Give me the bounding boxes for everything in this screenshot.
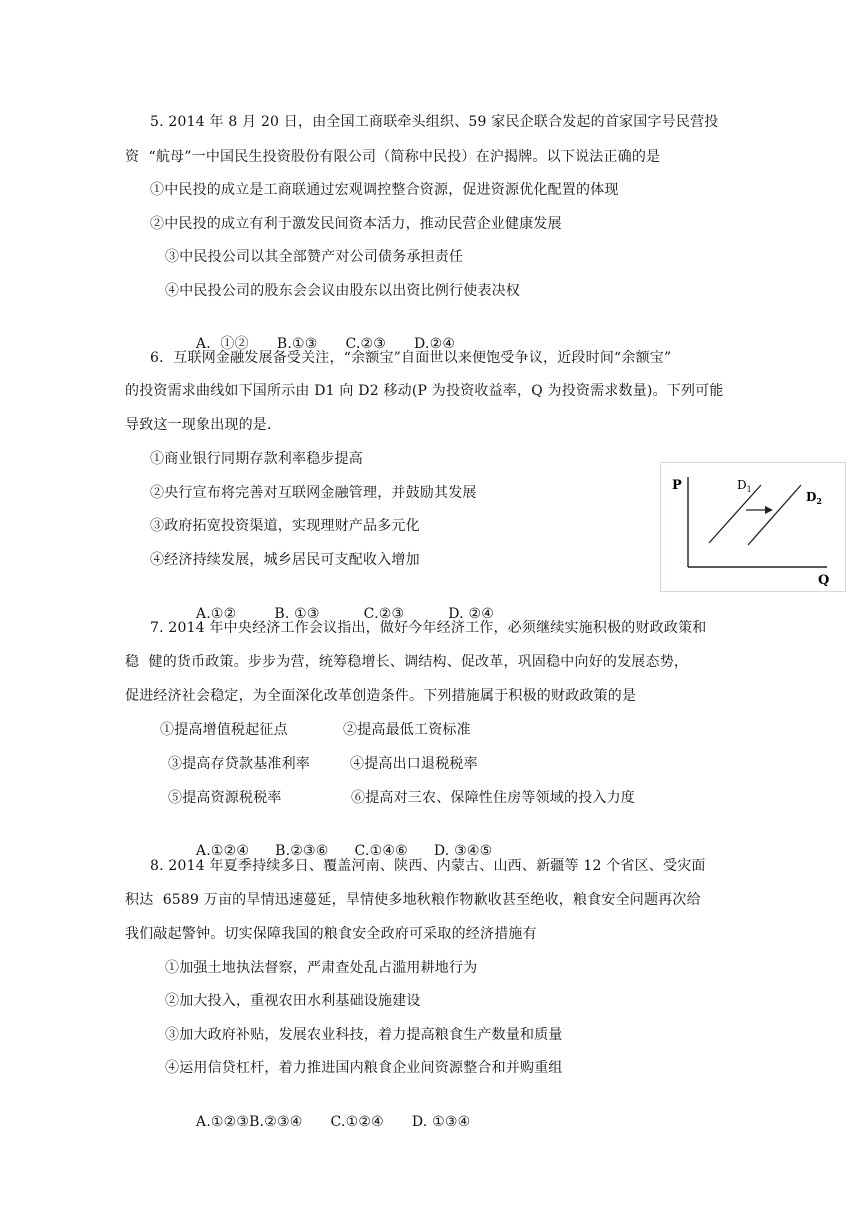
q6-stem-line-1: 6．互联网金融发展备受关注，“余额宝”自面世以来便饱受争议，近段时间“余额宝” <box>150 350 672 366</box>
q5-statement-2: ②中民投的成立有利于激发民间资本活力，推动民营企业健康发展 <box>150 216 562 232</box>
q8-options <box>168 1092 500 1152</box>
q5-statement-3: ③中民投公司以其全部赞产对公司债务承担责任 <box>165 249 464 265</box>
q6-stem-line-2: 的投资需求曲线如下国所示由 D1 向 D2 移动(P 为投资收益率，Q 为投资需求数量)。下列可能 <box>125 383 724 399</box>
q6-statement-2: ②央行宣布将完善对互联网金融管理，并鼓励其发展 <box>150 485 477 501</box>
q8-stem-line-1: 8. 2014 年夏季持续多日、覆盖河南、陕西、内蒙古、山西、新疆等 12 个省区、受灾面 <box>150 858 706 874</box>
q5-statement-4: ④中民投公司的股东会会议由股东以出资比例行使表决权 <box>165 283 520 299</box>
q5-stem-line-2: 资 “航母”一中国民生投资股份有限公司（简称中民投）在沪揭牌。以下说法正确的是 <box>125 149 661 165</box>
q7-statement-5: ⑤提高资源税税率 <box>168 790 282 806</box>
q8-stem-line-3: 我们敲起警钟。切实保障我国的粮食安全政府可采取的经济措施有 <box>125 926 537 942</box>
q5-option-c: C.②③ <box>345 336 387 352</box>
q6-stem-line-3: 导致这一现象出现的是. <box>125 417 272 433</box>
q7-option-d: D. ③④⑤ <box>433 843 493 859</box>
q6-statement-4: ④经济持续发展，城乡居民可支配收入增加 <box>150 552 420 568</box>
q8-stem-line-2: 积达 6589 万亩的旱情迅速蔓延，旱情使多地秋粮作物歉收甚至绝收，粮食安全问题再次给 <box>125 892 701 908</box>
d2-curve <box>748 485 801 545</box>
d1-label: $D_1$ <box>737 478 752 494</box>
q7-option-c: C.①④⑥ <box>354 843 408 859</box>
q8-statement-4: ④运用信贷杠杆，着力推进国内粮食企业间资源整合和并购重组 <box>165 1060 563 1076</box>
shift-arrow-head <box>765 506 773 514</box>
q5-option-d: D.②④ <box>414 336 456 352</box>
q6-statement-3: ③政府拓宽投资渠道，实现理财产品多元化 <box>150 518 420 534</box>
demand-curve-figure <box>660 462 846 592</box>
p-axis-label: P <box>672 478 682 493</box>
q7-stem-line-1: 7. 2014 年中央经济工作会议指出，做好今年经济工作，必须继续实施积极的财政政策和 <box>150 620 707 636</box>
q6-option-a: A.①② <box>195 606 237 622</box>
d2-label: $D_2$ <box>806 490 822 506</box>
q7-stem-line-3: 促进经济社会稳定，为全面深化改革创造条件。下列措施属于积极的财政政策的是 <box>125 688 637 704</box>
q7-statement-3: ③提高存贷款基准利率 <box>168 756 310 772</box>
q7-statement-2: ②提高最低工资标准 <box>343 722 471 738</box>
q8-option-c: C.①②④ <box>330 1114 384 1130</box>
q7-option-b: B.②③⑥ <box>275 843 329 859</box>
q7-statement-4: ④提高出口退税税率 <box>350 756 478 772</box>
q6-option-d: D. ②④ <box>448 606 494 622</box>
q5-option-a: A．①② <box>195 336 249 352</box>
q8-option-d: D. ①③④ <box>411 1114 471 1130</box>
q5-statement-1: ①中民投的成立是工商联通过宏观调控整合资源，促进资源优化配置的体现 <box>150 182 619 198</box>
q6-option-b: B. ①③ <box>274 606 320 622</box>
q6-statement-1: ①商业银行同期存款利率稳步提高 <box>150 451 363 467</box>
q8-statement-2: ②加大投入，重视农田水利基础设施建设 <box>165 993 421 1009</box>
q-axis-label: Q <box>818 573 830 588</box>
q8-statement-1: ①加强土地执法督察，严肃查处乱占滥用耕地行为 <box>165 960 478 976</box>
d1-curve <box>709 485 761 543</box>
q7-stem-line-2: 稳 健的货币政策。步步为营，统筹稳增长、调结构、促改革，巩固稳中向好的发展态势， <box>125 654 689 670</box>
q6-option-c: C.②③ <box>363 606 405 622</box>
q7-statement-6: ⑥提高对三农、保障性住房等领域的投入力度 <box>351 790 635 806</box>
q8-statement-3: ③加大政府补贴，发展农业科技，着力提高粮食生产数量和质量 <box>165 1027 563 1043</box>
q7-statement-1: ①提高增值税起征点 <box>160 722 288 738</box>
demand-curve-graph <box>661 463 845 591</box>
q8-option-a-b: A.①②③B.②③④ <box>195 1114 303 1130</box>
q5-option-b: B.①③ <box>276 336 318 352</box>
q5-stem-line-1: 5. 2014 年 8 月 20 日，由全国工商联牵头组织、59 家民企联合发起的首家国字号民营投 <box>150 114 719 130</box>
q7-option-a: A.①②④ <box>195 843 250 859</box>
